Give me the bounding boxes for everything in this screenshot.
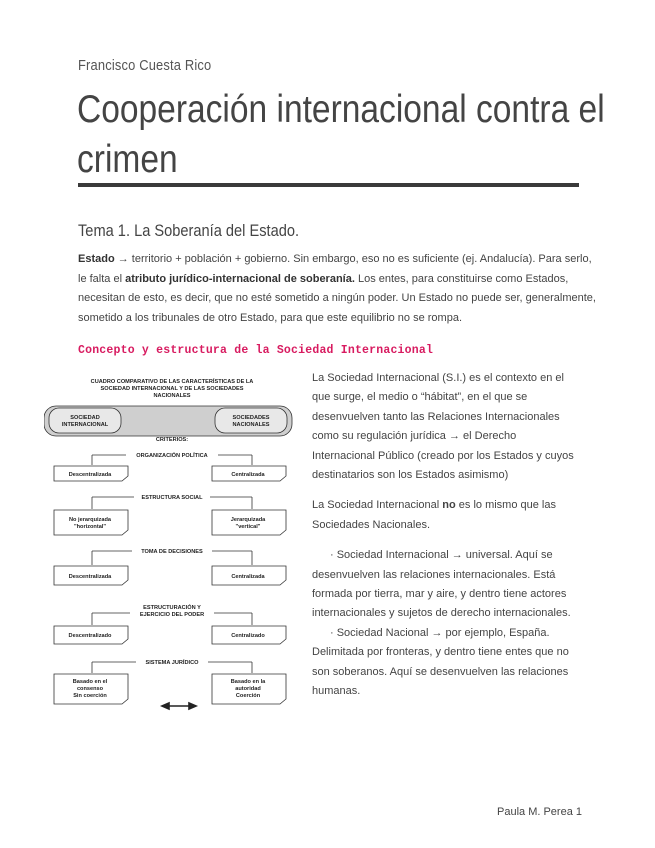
juridico-right-2: autoridad (235, 686, 261, 692)
criterion-estructura: ESTRUCTURA SOCIAL (141, 495, 203, 501)
bullet-sociedad-internacional: · Sociedad Internacional → universal. Aquí se desenvuelven las relaciones internacionales. Está formada por tierra, mar y aire, y dentro tiene actores internacionales y sujetos de derecho internacionales. (312, 549, 571, 620)
right-header-2: NACIONALES (232, 422, 270, 428)
poder-right: Centralizado (231, 633, 265, 639)
decisiones-left: Descentralizada (68, 574, 112, 580)
diagram-title-2: SOCIEDAD INTERNACIONAL Y DE LAS SOCIEDADES (100, 386, 244, 392)
title-divider (78, 183, 579, 187)
paragraph-estado (78, 250, 598, 328)
section-heading-tema1: Tema 1. La Soberanía del Estado. (78, 221, 300, 240)
diferencia-b: es lo mismo que las Sociedades Nacionales. (312, 499, 556, 531)
diagram-title-1: CUADRO COMPARATIVO DE LAS CARACTERÍSTICAS DE LA (90, 379, 254, 385)
diagram-title-3: NACIONALES (153, 393, 191, 399)
juridico-right-1: Basado en la (230, 679, 266, 685)
criterion-decisiones: TOMA DE DECISIONES (141, 549, 203, 555)
title-line-2: crimen (77, 138, 178, 181)
diferencia-a: La Sociedad Internacional (312, 499, 443, 512)
right-header-1: SOCIEDADES (232, 415, 270, 421)
paragraph-sociedad-internacional: La Sociedad Internacional (S.I.) es el contexto en el que surge, el medio o “hábitat”, en el que se desenvuelven tanto las Relaciones Internacionales como su regulación jurídica → el Derecho Internacional Público (creado por los Estados y cuyos destinatarios son los Estados asimismo) (312, 372, 574, 482)
criterios-label: CRITERIOS: (155, 437, 189, 443)
paragraph-diferencia (312, 496, 582, 535)
juridico-left-1: Basado en el (72, 679, 108, 685)
title-line-1: Cooperación internacional contra el (77, 88, 605, 131)
bold-no: no (442, 499, 456, 512)
estructura-right-2: "vertical" (235, 524, 261, 530)
double-arrow-icon (162, 703, 196, 709)
juridico-left-2: consenso (76, 686, 104, 692)
organizacion-right: Centralizada (231, 472, 265, 478)
left-header-2: INTERNACIONAL (61, 422, 109, 428)
comparison-diagram (44, 373, 302, 713)
criterion-poder-2: EJERCICIO DEL PODER (139, 612, 205, 618)
left-header-1: SOCIEDAD (70, 415, 100, 421)
author-name: Francisco Cuesta Rico (78, 57, 212, 74)
estructura-right-1: Jerarquizada (230, 517, 266, 523)
estructura-left-2: "horizontal" (73, 524, 107, 530)
estado-definition: → territorio + población + gobierno. Sin embargo, eso no es suficiente (ej. Andalucía). Para serlo, le falta el (78, 253, 592, 285)
page-footer: Paula M. Perea 1 (497, 806, 582, 818)
criterion-juridico: SISTEMA JURÍDICO (145, 660, 199, 666)
estructura-left-1: No jerarquizada (69, 517, 111, 523)
criterion-organizacion: ORGANIZACIÓN POLÍTICA (136, 453, 208, 459)
term-estado: Estado (78, 253, 115, 265)
poder-left: Descentralizado (68, 633, 112, 639)
section-heading-sociedad: Concepto y estructura de la Sociedad Internacional (78, 344, 434, 357)
organizacion-left: Descentralizada (68, 472, 112, 478)
decisiones-right: Centralizada (231, 574, 265, 580)
bullet-sociedad-nacional: · Sociedad Nacional → por ejemplo, España. Delimitada por fronteras, y dentro tiene entes que no son soberanos. Aquí se desenvuelven las relaciones humanas. (312, 626, 569, 698)
juridico-left-3: Sin coerción (73, 693, 107, 699)
document-title (77, 85, 605, 185)
criterion-poder-1: ESTRUCTURACIÓN Y (143, 605, 201, 611)
estado-rest: Los entes, para constituirse como Estados, necesitan de esto, es decir, que no esté sometido a ningún poder. Un Estado no puede ser, generalmente, sometido a los tribunales de otro Estado, para que este equilibrio no se rompa. (78, 272, 596, 324)
sociedad-text-column (312, 369, 582, 702)
bold-soberania: atributo jurídico-internacional de soberanía. (125, 272, 355, 285)
juridico-right-3: Coerción (235, 693, 261, 699)
